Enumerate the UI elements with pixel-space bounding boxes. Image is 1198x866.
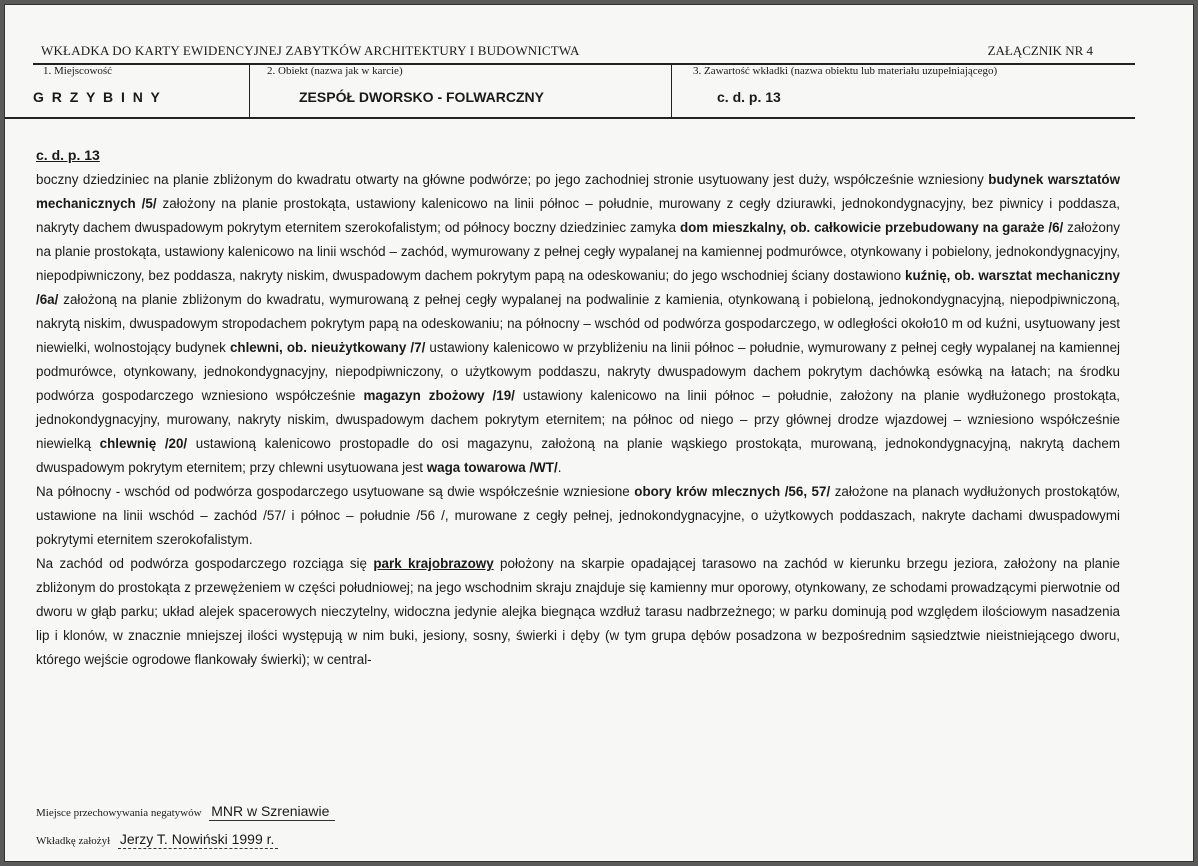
emphasized-text: kuźnię, ob. warsztat mechaniczny /6a/ xyxy=(36,268,1120,307)
text-run: . xyxy=(557,460,562,475)
content-value: c. d. p. 13 xyxy=(717,89,781,105)
cell-divider-2 xyxy=(671,63,672,119)
author xyxy=(36,831,278,847)
text-run: ustawiony kalenicowo w przybliżeniu na linii północ – południe, wymurowany z pełnej cegły wypalanej na kamiennej podmurówce, otynkowany, jednokondygnacyjny, niepodpiwniczony, o użytkowym poddaszu, nakryty dwuspadowym dachem pokrytym dachówką esówką na łatach; na środku podwórza gospodarczego wzniesiono współcześnie xyxy=(36,340,1120,403)
paragraph-1 xyxy=(36,168,1120,480)
paragraph-3 xyxy=(36,552,1120,672)
text-run: boczny dziedziniec na planie zbliżonym do kwadratu otwarty na główne podwórze; po jego zachodniej stronie usytuowany jest duży, współcześnie wzniesiony xyxy=(36,172,989,187)
object-value: ZESPÓŁ DWORSKO - FOLWARCZNY xyxy=(299,89,544,105)
text-run: założony na planie prostokąta, ustawiony kalenicowo na linii północ – południe, murowany z cegły dziurawki, jednokondygnacyjny, bez piwnicy i poddasza, nakryty dachem dwuspadowym pokrytym eternitem szerokofalistym; od północy boczny dziedziniec zamyka xyxy=(36,196,1120,235)
emphasized-text: waga towarowa /WT/ xyxy=(426,460,558,475)
emphasized-text: obory krów mlecznych /56, 57/ xyxy=(634,484,831,499)
content-label: 3. Zawartość wkładki (nazwa obiektu lub materiału uzupełniającego) xyxy=(693,65,998,77)
emphasized-text: park krajobrazowy xyxy=(373,556,494,571)
place-label: 1. Miejscowość xyxy=(43,65,113,77)
emphasized-text: dom mieszkalny, ob. całkowicie przebudowany na garaże /6/ xyxy=(679,220,1064,235)
text-run: założone na planach wydłużonych prostokątów, ustawione na linii wschód – zachód /57/ i północ – południe /56 /, murowane z cegły pełnej, jednokondygnacyjne, o użytkowych poddaszach, nakryte dachami dwuspadowymi pokrytymi eternitem szerokofalistym. xyxy=(36,484,1120,547)
emphasized-text: chlewni, ob. nieużytkowany /7/ xyxy=(229,340,426,355)
description-body xyxy=(36,143,1120,672)
section-heading: c. d. p. 13 xyxy=(36,147,100,163)
text-run: Na północny - wschód od podwórza gospodarczego usytuowane są dwie współcześnie wzniesione xyxy=(36,484,635,499)
emphasized-text: chlewnię /20/ xyxy=(99,436,188,451)
emphasized-text: magazyn zbożowy /19/ xyxy=(363,388,515,403)
text-run: założoną na planie zbliżonym do kwadratu, wymurowaną z pełnej cegły wypalanej na podwalinie z kamienia, otynkowaną i pobieloną, jednokondygnacyjną, niepodpiwniczoną, nakrytą niskim, dwuspadowym stropodachem pokrytym papą na odeskowaniu; na północny – wschód od podwórza gospodarczego, w odległości około10 m od kuźni, usytuowany jest niewielki, wolnostojący budynek xyxy=(36,292,1120,355)
text-run: założony na planie prostokąta, ustawiony kalenicowo na linii wschód – zachód, wymurowany z pełnej cegły wypalanej na kamiennej podmurówce, otynkowany i pobielony, jednokondygnacyjny, niepodpiwniczony, bez poddasza, nakryty niskim, dwuspadowym dachem pokrytym papą na odeskowaniu; do jego wschodniej ściany dostawiono xyxy=(36,220,1120,283)
text-run: ustawiony kalenicowo na linii północ – południe, założony na planie wydłużonego prostokąta, jednokondygnacyjny, murowany, nakryty niskim, dwuspadowym dachem pokrytym eternitem; na północ od niego – przy głównej drodze wjazdowej – wzniesiono współcześnie niewielką xyxy=(36,388,1120,451)
header-rule-bottom xyxy=(5,117,1135,119)
object-label: 2. Obiekt (nazwa jak w karcie) xyxy=(267,65,403,77)
form-title: WKŁADKA DO KARTY EWIDENCYJNEJ ZABYTKÓW ARCHITEKTURY I BUDOWNICTWA xyxy=(41,43,580,58)
negatives-location xyxy=(36,803,335,819)
negatives-value: MNR w Szreniawie xyxy=(209,803,335,821)
emphasized-text: budynek warsztatów mechanicznych /5/ xyxy=(36,172,1120,211)
text-run: położony na skarpie opadającej tarasowo na zachód w kierunku brzegu jeziora, założony na planie zbliżonym do prostokąta z przewężeniem w części południowej; na jego wschodnim skraju znajduje się kamienny mur oporowy, otynkowany, ze schodami prowadzącymi pierwotnie od dworu w głąb parku; układ alejek spacerowych nieczytelny, widoczna jedynie alejka biegnąca wzdłuż tarasu nadbrzeżnego; w parku dominują pod względem ilościowym nasadzenia lip i klonów, w znacznie mniejszej ilości występują w nim buki, jesiony, sosny, świerki i dęby (w tym grupa dębów posadzona w bezpośrednim sąsiedztwie nieistniejącego dworu, którego wejście ogrodowe flankowały świerki); w central- xyxy=(36,556,1121,667)
negatives-label: Miejsce przechowywania negatywów xyxy=(36,807,202,819)
attachment-number: ZAŁĄCZNIK NR 4 xyxy=(987,43,1093,58)
place-value: G R Z Y B I N Y xyxy=(33,89,162,105)
paragraph-2 xyxy=(36,480,1120,552)
record-sheet xyxy=(4,4,1194,862)
author-value: Jerzy T. Nowiński 1999 r. xyxy=(118,831,279,849)
text-run: ustawioną kalenicowo prostopadle do osi magazynu, założoną na planie wąskiego prostokąta, murowaną, jednokondygnacyjną, nakrytą dachem dwuspadowym pokrytym eternitem; przy chlewni usytuowana jest xyxy=(36,436,1120,475)
author-label: Wkładkę założył xyxy=(36,835,111,847)
text-run: Na zachód od podwórza gospodarczego rozciąga się xyxy=(36,556,374,571)
cell-divider-1 xyxy=(249,63,250,119)
